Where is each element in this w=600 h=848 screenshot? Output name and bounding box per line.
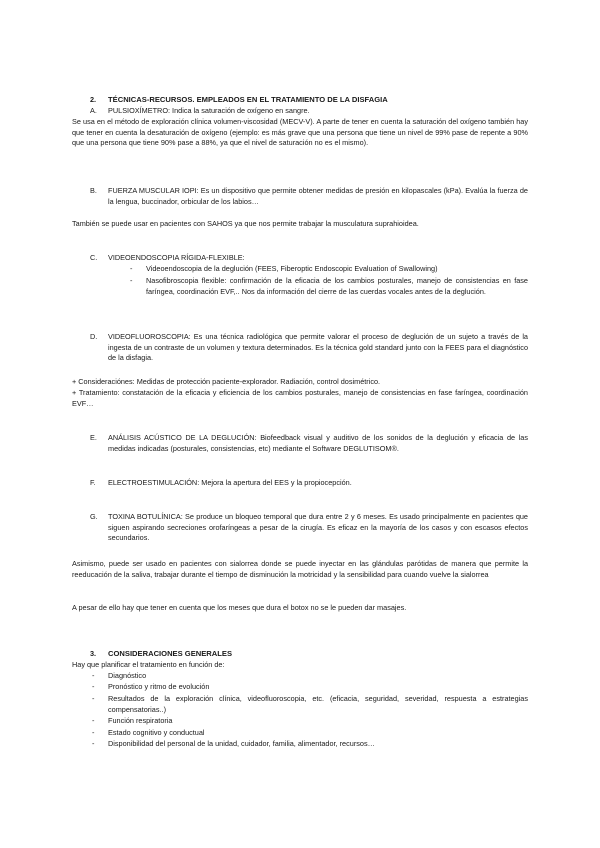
- list-item: Pronóstico y ritmo de evolución: [108, 682, 210, 691]
- item-c-bullet: -: [130, 264, 133, 273]
- item-d-letter: D.: [90, 332, 98, 341]
- list-bullet: -: [92, 739, 95, 748]
- list-bullet: -: [92, 694, 95, 703]
- list-bullet: -: [92, 716, 95, 725]
- item-e-letter: E.: [90, 433, 97, 442]
- section-3-intro: Hay que planificar el tratamiento en función de:: [72, 660, 225, 669]
- item-g-letter: G.: [90, 512, 98, 521]
- item-f-letter: F.: [90, 478, 96, 487]
- item-a-letter: A.: [90, 106, 97, 115]
- item-g-text: TOXINA BOTULÍNICA: Se produce un bloqueo temporal que dura entre 2 y 6 meses. Es usado principalmente en pacientes que siguen aspirando secreciones orofaríngeas a pesar de la cirugía. Es eficaz en la mayoría de los casos y con escasos efectos secundarios.: [108, 512, 528, 542]
- section-3-title: CONSIDERACIONES GENERALES: [108, 649, 233, 658]
- item-c-bullet: -: [130, 276, 133, 285]
- list-item: Resultados de la exploración clínica, videofluoroscopia, etc. (eficacia, seguridad, severidad, respuesta a estrategias compensatorias..): [108, 694, 528, 714]
- item-g-paragraph-2: A pesar de ello hay que tener en cuenta que los meses que dura el botox no se le pueden dar masajes.: [72, 603, 407, 612]
- section-3-number: 3.: [90, 649, 97, 658]
- list-item: Disponibilidad del personal de la unidad, cuidador, familia, alimentador, recursos…: [108, 739, 375, 748]
- item-c-entry: Nasofibroscopia flexible: confirmación de la eficacia de los cambios posturales, manejo de consistencias en fase faríngea, coordinación EVF,.. Nos da información del cierre de las cuerdas vocales antes de la deglución.: [146, 276, 528, 296]
- item-b-text: FUERZA MUSCULAR IOPI: Es un dispositivo que permite obtener medidas de presión en kilopascales (kPa). Evalúa la fuerza de la lengua, buccinador, orbicular de los labios…: [108, 186, 528, 206]
- section-2-number: 2.: [90, 95, 97, 104]
- list-bullet: -: [92, 682, 95, 691]
- item-f-text: ELECTROESTIMULACIÓN: Mejora la apertura del EES y la propiocepción.: [108, 478, 352, 487]
- item-e-text: ANÁLISIS ACÚSTICO DE LA DEGLUCIÓN: Biofeedback visual y auditivo de los sonidos de la deglución y eficacia de las medidas indicadas (posturales, consistencias, etc) mediante el Software DEGLUTISOM®.: [108, 433, 528, 453]
- item-a-line: PULSIOXÍMETRO: Indica la saturación de oxígeno en sangre.: [108, 106, 310, 115]
- item-d-treatment: + Tratamiento: constatación de la eficacia y eficiencia de los cambios posturales, manejo de consistencias en fase faríngea, coordinación EVF…: [72, 388, 528, 408]
- list-item: Función respiratoria: [108, 716, 173, 725]
- item-a-paragraph: Se usa en el método de exploración clínica volumen-viscosidad (MECV-V). A parte de tener en cuenta la saturación del oxígeno también hay que tener en cuenta la desaturación de oxígeno (ejemplo: es más grave que una persona que tiene un nivel de 99% pase de repente a 90% que una persona que tiene 90% pase a 88%, ya que el nivel de saturación no es el mismo).: [72, 117, 528, 147]
- item-b-letter: B.: [90, 186, 97, 195]
- item-c-title: VIDEOENDOSCOPIA RÍGIDA-FLEXIBLE:: [108, 253, 245, 262]
- list-item: Estado cognitivo y conductual: [108, 728, 205, 737]
- item-c-entry: Videoendoscopia de la deglución (FEES, Fiberoptic Endoscopic Evaluation of Swallowing): [146, 264, 438, 273]
- list-item: Diagnóstico: [108, 671, 147, 680]
- item-d-text: VIDEOFLUOROSCOPIA: Es una técnica radiológica que permite valorar el proceso de deglución de un sujeto a través de la ingesta de un contraste de un volumen y textura determinados. Es la técnica gold standard junto con la FEES para el diagnóstico de la disfagia.: [108, 332, 528, 362]
- item-d-considerations: + Consideraciónes: Medidas de protección paciente-explorador. Radiación, control dosimétrico.: [72, 377, 381, 386]
- item-c-letter: C.: [90, 253, 98, 262]
- section-2-title: TÉCNICAS-RECURSOS. EMPLEADOS EN EL TRATAMIENTO DE LA DISFAGIA: [108, 95, 388, 104]
- item-b-note: También se puede usar en pacientes con SAHOS ya que nos permite trabajar la musculatura suprahioidea.: [72, 219, 419, 228]
- item-g-paragraph-1: Asimismo, puede ser usado en pacientes con sialorrea donde se puede inyectar en las glándulas parótidas de manera que permite la reeducación de la saliva, trabajar durante el tiempo de disminución la motricidad y la sensibilidad para cuando vuelve la sialorrea: [72, 559, 528, 579]
- list-bullet: -: [92, 671, 95, 680]
- list-bullet: -: [92, 728, 95, 737]
